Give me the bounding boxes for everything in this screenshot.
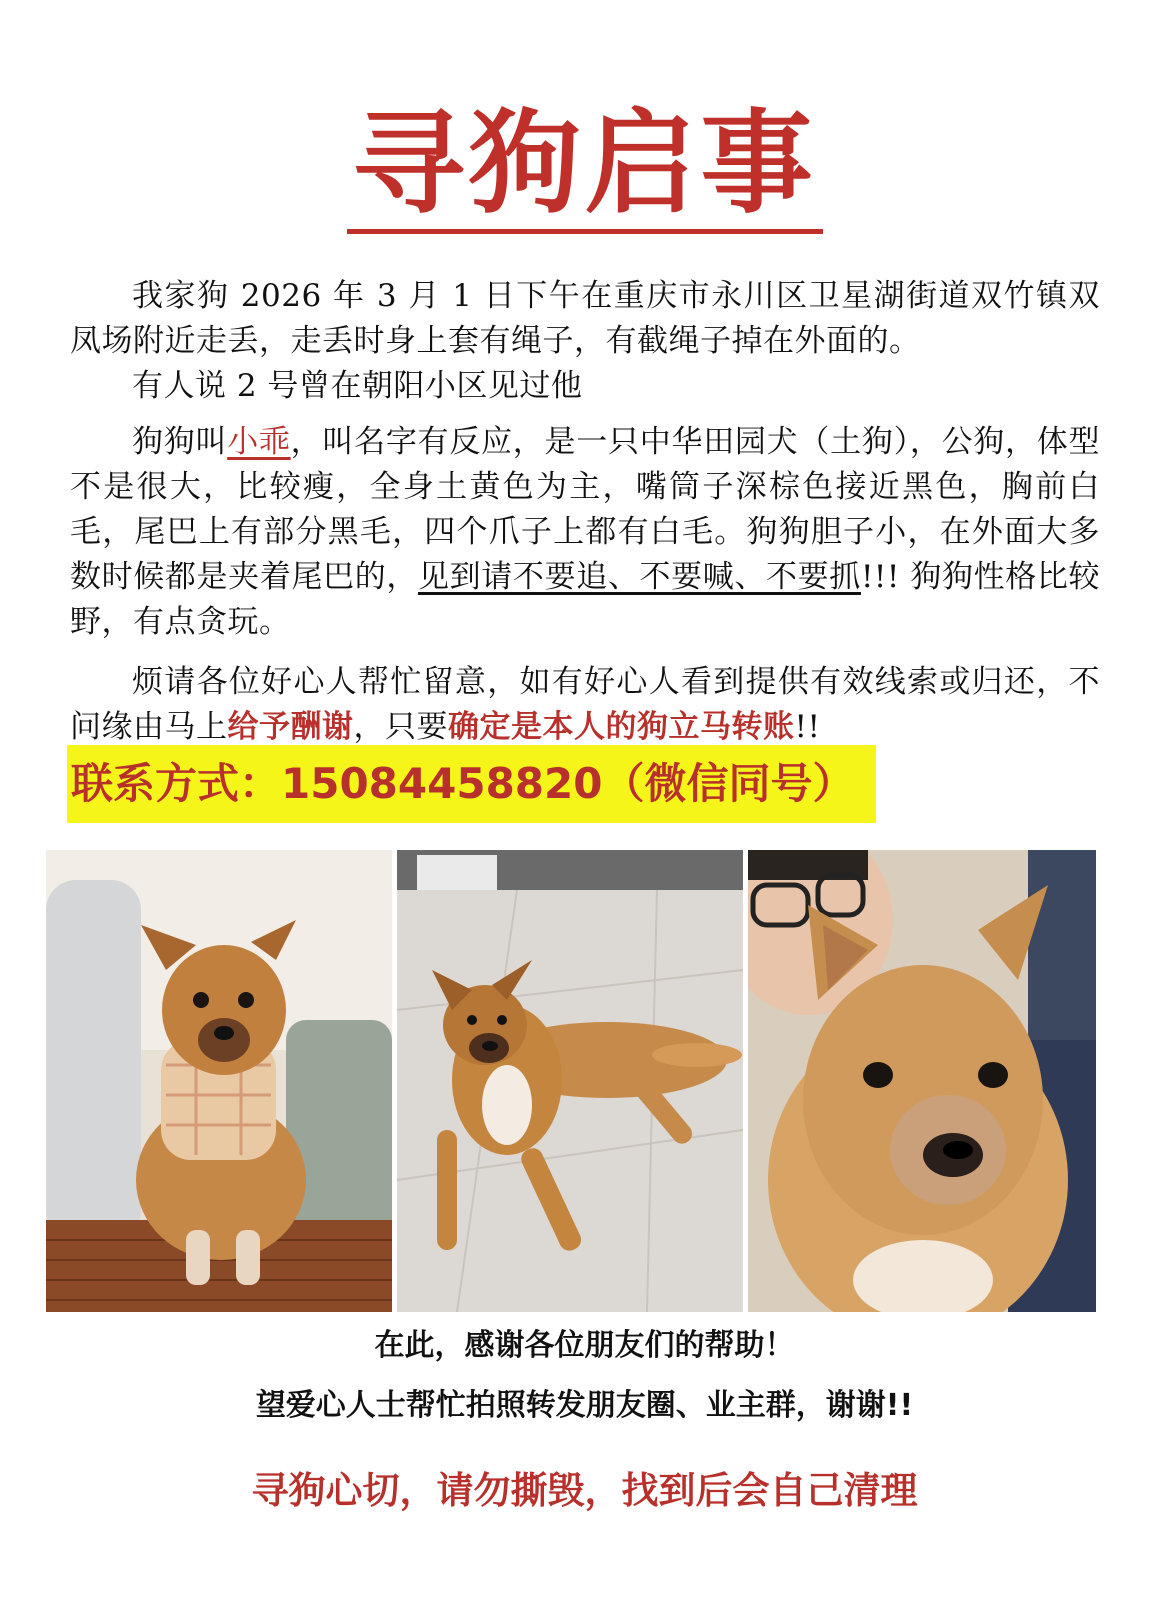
transfer-promise: 确定是本人的狗立马转账 bbox=[448, 709, 795, 745]
dog-photo-sitting bbox=[46, 850, 392, 1312]
dog-name: 小乖 bbox=[227, 424, 291, 460]
paragraph-dog-description bbox=[70, 420, 1100, 645]
paragraph-reward bbox=[70, 660, 1100, 750]
dog-photo-closeup bbox=[748, 850, 1096, 1312]
sighting-text: 有人说 2 号曾在朝阳小区见过他 bbox=[132, 368, 583, 404]
desc-tail: !!! 狗狗性格比较野，有点贪玩。 bbox=[70, 559, 1101, 640]
reward-tail: !! bbox=[794, 709, 821, 745]
contact-info: 联系方式：15084458820（微信同号） bbox=[67, 745, 876, 823]
do-not-tear-notice: 寻狗心切，请勿撕毁，找到后会自己清理 bbox=[251, 1468, 918, 1512]
poster-title: 寻狗启事 bbox=[347, 105, 823, 234]
do-not-chase-warning: 见到请不要追、不要喊、不要抓 bbox=[418, 559, 861, 595]
share-request-line: 望爱心人士帮忙拍照转发朋友圈、业主群，谢谢!! bbox=[255, 1388, 914, 1423]
lost-location-text: 我家狗 2026 年 3 月 1 日下午在重庆市永川区卫星湖街道双竹镇双凤场附近走丢，走丢时身上套有绳子，有截绳子掉在外面的。 bbox=[70, 278, 1100, 359]
reward-offer: 给予酬谢 bbox=[227, 709, 354, 745]
desc-body: ，叫名字有反应，是一只中华田园犬（土狗），公狗，体型不是很大，比较瘦，全身土黄色为主，嘴筒子深棕色接近黑色，胸前白毛，尾巴上有部分黑毛，四个爪子上都有白毛。狗狗胆子小，在外面大多数时候都是夹着尾巴的， bbox=[70, 424, 1101, 595]
paragraph-lost-info bbox=[70, 274, 1100, 409]
desc-intro: 狗狗叫 bbox=[132, 424, 228, 460]
dog-photo-lying bbox=[397, 850, 743, 1312]
thanks-line: 在此，感谢各位朋友们的帮助！ bbox=[374, 1328, 795, 1363]
reward-intro: 烦请各位好心人帮忙留意，如有好心人看到提供有效线索或归还，不问缘由马上 bbox=[70, 664, 1100, 745]
dog-photo-row bbox=[46, 850, 1096, 1312]
poster-title-wrap bbox=[0, 98, 1169, 234]
reward-mid: ，只要 bbox=[353, 709, 448, 745]
